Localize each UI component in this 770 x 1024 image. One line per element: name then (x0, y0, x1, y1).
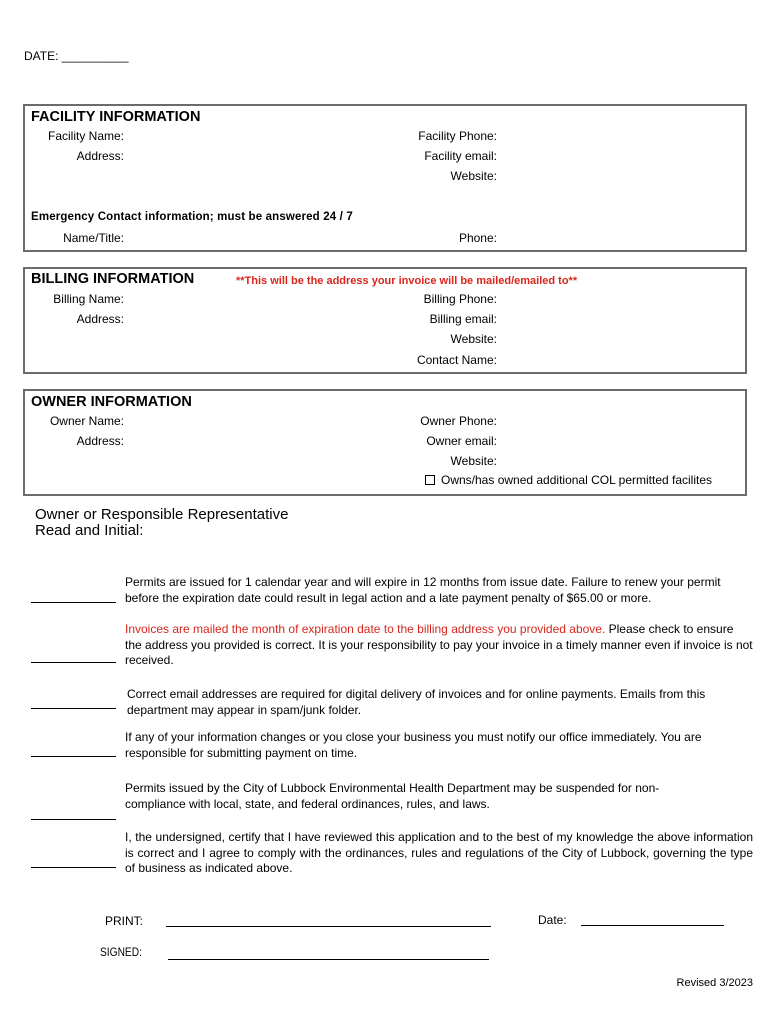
initials-heading-line2: Read and Initial: (35, 522, 144, 539)
revised-date: Revised 3/2023 (676, 977, 753, 989)
billing-contact-name-label: Contact Name: (416, 353, 497, 367)
facility-website-label: Website: (450, 169, 497, 183)
billing-section (23, 267, 747, 374)
print-label: PRINT: (105, 914, 144, 928)
owner-name-label: Owner Name: (49, 414, 124, 428)
owner-email-label: Owner email: (426, 434, 497, 448)
emergency-phone-label: Phone: (458, 231, 497, 245)
statement-1: Permits are issued for 1 calendar year and will expire in 12 months from issue date. Failure to renew your permit before the expiration date could result in legal action and a late payment penalty of $65.00 or more. (125, 575, 721, 605)
billing-name-label: Billing Name: (53, 292, 124, 306)
signature-date-line[interactable] (581, 925, 724, 926)
additional-facilities-label: Owns/has owned additional COL permitted facilites (441, 473, 713, 487)
owner-address-label: Address: (76, 434, 124, 448)
statement-2-red: Invoices are mailed the month of expiration date to the billing address you provided above. (125, 622, 606, 636)
initial-line-5[interactable] (31, 819, 116, 820)
emergency-contact-label: Emergency Contact information; must be answered 24 / 7 (31, 211, 353, 223)
print-name-line[interactable] (166, 926, 491, 927)
facility-address-label: Address: (76, 149, 124, 163)
emergency-name-title-label: Name/Title: (63, 231, 124, 245)
initial-line-3[interactable] (31, 708, 116, 709)
billing-title: BILLING INFORMATION (31, 271, 195, 287)
initials-heading-line1: Owner or Responsible Representative (35, 506, 289, 523)
initial-line-1[interactable] (31, 602, 116, 603)
initial-line-6[interactable] (31, 867, 116, 868)
date-field[interactable]: DATE: __________ (24, 49, 129, 63)
owner-website-label: Website: (450, 454, 497, 468)
owner-phone-label: Owner Phone: (420, 414, 497, 428)
signature-line[interactable] (168, 959, 489, 960)
facility-section (23, 104, 747, 252)
statement-2 (125, 622, 753, 669)
facility-title: FACILITY INFORMATION (31, 109, 201, 125)
statement-2-text: Please check to ensure the address you provided is correct. It is your responsibility to pay your invoice in a timely manner even if invoice is not received. (125, 622, 753, 667)
statement-4: If any of your information changes or you close your business you must notify our office immediately. You are responsible for submitting payment on time. (125, 730, 702, 760)
signed-label: SIGNED: (100, 945, 142, 959)
facility-email-label: Facility email: (424, 149, 497, 163)
initial-line-2[interactable] (31, 662, 116, 663)
billing-address-label: Address: (76, 312, 124, 326)
billing-website-label: Website: (450, 332, 497, 346)
statement-3: Correct email addresses are required for digital delivery of invoices and for online payments. Emails from this department may appear in spam/junk folder. (127, 687, 706, 717)
signature-date-label: Date: (538, 913, 567, 927)
facility-name-label: Facility Name: (47, 129, 124, 143)
statement-6: I, the undersigned, certify that I have reviewed this application and to the best of my knowledge the above information is correct and I agree to comply with the ordinances, rules and regulations of the City of Lubbock, governing the type of business as indicated above. (125, 830, 753, 875)
additional-facilities-checkbox[interactable] (425, 475, 435, 485)
owner-title: OWNER INFORMATION (31, 394, 192, 410)
facility-phone-label: Facility Phone: (418, 129, 497, 143)
billing-note: **This will be the address your invoice will be mailed/emailed to** (236, 275, 578, 287)
billing-phone-label: Billing Phone: (423, 292, 497, 306)
statement-5: Permits issued by the City of Lubbock Environmental Health Department may be suspended for non-compliance with local, state, and federal ordinances, rules, and laws. (125, 781, 660, 811)
initial-line-4[interactable] (31, 756, 116, 757)
billing-email-label: Billing email: (429, 312, 497, 326)
owner-section (23, 389, 747, 496)
